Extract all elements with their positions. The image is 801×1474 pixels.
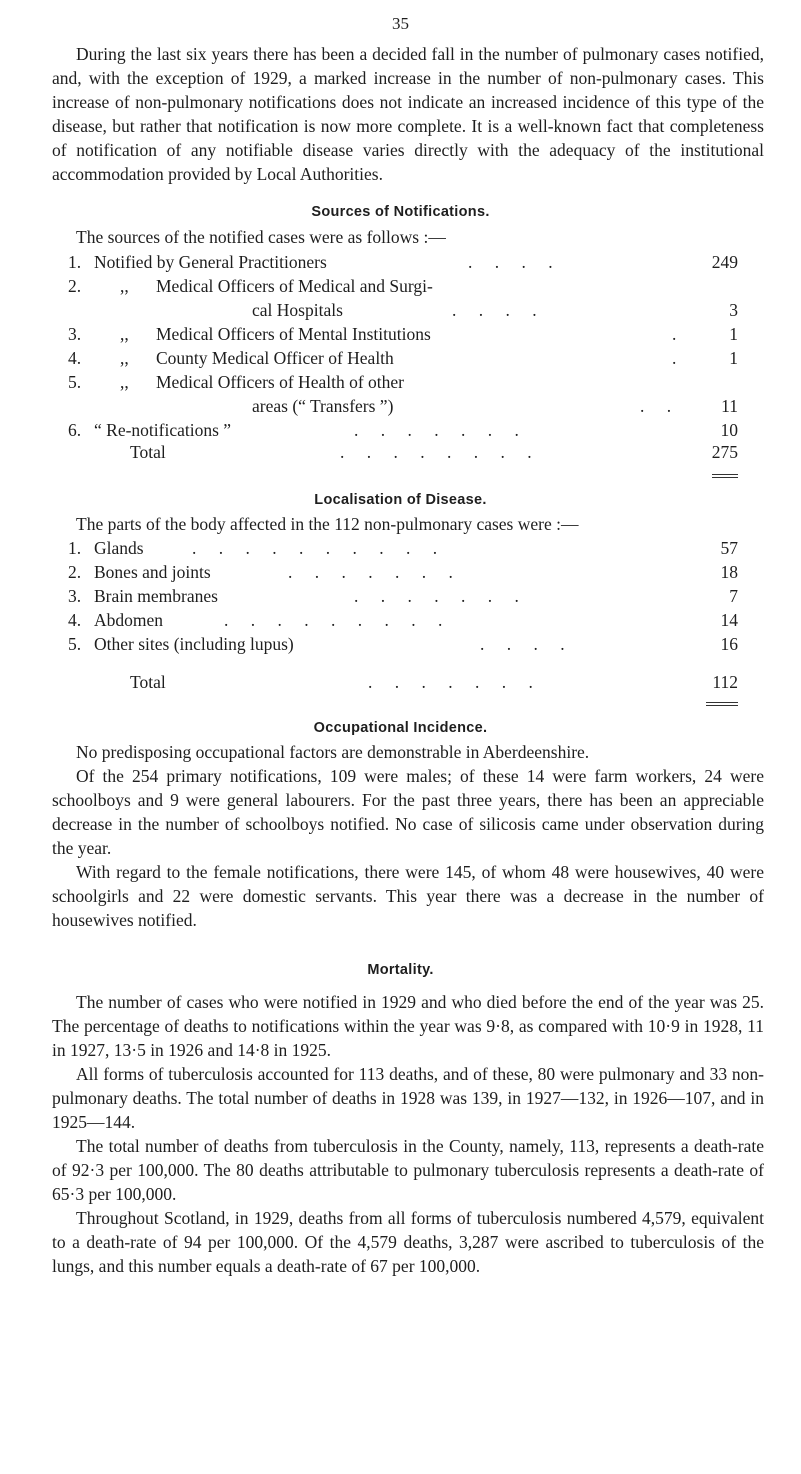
mortality-paragraph: The number of cases who were notified in 1929 and who died before the end of the year was 25. The percentage of deaths to notifications within the year was 9·8, as compared with 10·9 in 1928, 11 in 1927, 13·5 in 1926 and 14·8 in 1925. (52, 992, 764, 1060)
list-item-label: Bones and joints (94, 562, 211, 582)
sources-total-row: Total . . . . . . . . 275 (130, 442, 738, 462)
list-item: 6. “ Re-notifications ” . . . . . . . 10 (68, 420, 738, 440)
list-item-value: 249 (711, 252, 738, 272)
total-rule (706, 702, 738, 703)
list-item-label: Abdomen (94, 610, 164, 630)
page-number: 35 (392, 14, 409, 33)
occupational-heading: Occupational Incidence. (313, 720, 488, 736)
total-rule (712, 474, 738, 475)
list-item-value: 18 (720, 562, 738, 582)
list-item: 4. Abdomen . . . . . . . . . 14 (68, 610, 738, 630)
total-rule (706, 705, 738, 706)
list-item: 1. Notified by General Practitioners . . . . 249 (68, 252, 738, 272)
occupational-paragraph: No predisposing occupational factors are demonstrable in Aberdeenshire. (76, 742, 590, 762)
total-rule (712, 477, 738, 478)
sources-heading: Sources of Notifications. (311, 204, 490, 220)
list-item: 1. Glands . . . . . . . . . . 57 (68, 538, 738, 558)
total-value: 275 (711, 442, 738, 462)
list-item-value: 7 (729, 586, 738, 606)
list-item-label: Other sites (including lupus) (94, 634, 294, 654)
sources-intro: The sources of the notified cases were as follows :— (76, 227, 446, 247)
occupational-paragraph: Of the 254 primary notifications, 109 were males; of these 14 were farm workers, 24 were schoolboys and 9 were general labourers. For the past three years, there has been an appreciable decrease in the number of schoolboys notified. No case of silicosis came under observation during the year. (52, 766, 764, 858)
list-item-label: “ Re-notifications ” (94, 420, 232, 440)
sources-list (68, 250, 738, 442)
list-item: 3. Brain membranes . . . . . . . 7 (68, 586, 738, 606)
total-value: 112 (712, 672, 738, 692)
list-item-label: Medical Officers of Health of other (156, 372, 404, 392)
total-label: Total (130, 442, 166, 462)
list-item-label: Brain membranes (94, 586, 218, 606)
list-item-continuation: areas (“ Transfers ”) . . 11 (252, 396, 738, 416)
list-item: 4. ,, County Medical Officer of Health . 1 (68, 348, 738, 368)
list-item-value: 1 (729, 348, 738, 368)
mortality-paragraph: All forms of tuberculosis accounted for 113 deaths, and of these, 80 were pulmonary and 33 non-pulmonary deaths. The total number of deaths in 1928 was 139, in 1927—132, in 1926—107, and in 1925—144. (52, 1064, 764, 1132)
localisation-total-row: Total . . . . . . . 112 (130, 672, 738, 692)
list-item: 3. ,, Medical Officers of Mental Institutions . 1 (68, 324, 738, 344)
occupational-paragraph: With regard to the female notifications, there were 145, of whom 48 were housewives, 40 were schoolgirls and 22 were domestic servants. This year there was a decrease in the number of housewives notified. (52, 862, 764, 930)
list-item-label: County Medical Officer of Health (156, 348, 394, 368)
mortality-paragraph: The total number of deaths from tuberculosis in the County, namely, 113, represents a death-rate of 92·3 per 100,000. The 80 deaths attributable to pulmonary tuberculosis represents a death-rate of 65·3 per 100,000. (52, 1136, 764, 1204)
list-item-value: 3 (729, 300, 738, 320)
total-label: Total (130, 672, 166, 692)
localisation-intro: The parts of the body affected in the 112 non-pulmonary cases were :— (76, 514, 579, 534)
mortality-heading: Mortality. (367, 962, 434, 978)
list-item-label: Notified by General Practitioners (94, 252, 327, 272)
mortality-paragraph: Throughout Scotland, in 1929, deaths from all forms of tuberculosis numbered 4,579, equivalent to a death-rate of 94 per 100,000. Of the 4,579 deaths, 3,287 were ascribed to tuberculosis of the lungs, and this number equals a death-rate of 67 per 100,000. (52, 1208, 764, 1276)
list-item-value: 10 (720, 420, 738, 440)
list-item-value: 11 (721, 396, 738, 416)
list-item: 5. ,, Medical Officers of Health of other (68, 372, 404, 392)
list-item: 5. Other sites (including lupus) . . . . 16 (68, 634, 738, 654)
list-item-label: Medical Officers of Medical and Surgi- (156, 276, 433, 296)
list-item-continuation: cal Hospitals . . . . 3 (252, 300, 738, 320)
list-item-label: Glands (94, 538, 144, 558)
localisation-heading: Localisation of Disease. (314, 492, 487, 508)
list-item-label: Medical Officers of Mental Institutions (156, 324, 431, 344)
list-item: 2. ,, Medical Officers of Medical and Surgi- (68, 276, 433, 296)
list-item-value: 1 (729, 324, 738, 344)
localisation-list (68, 536, 738, 656)
intro-paragraph: During the last six years there has been a decided fall in the number of pulmonary cases notified, and, with the exception of 1929, a marked increase in the number of non-pulmonary cases. This increase of non-pulmonary notifications does not indicate an increased incidence of this type of the disease, but rather that notification is now more complete. It is a well-known fact that completeness of notification of any notifiable disease varies directly with the adequacy of the institutional accommodation provided by Local Authorities. (52, 44, 764, 184)
list-item-value: 14 (720, 610, 738, 630)
list-item-value: 16 (720, 634, 738, 654)
list-item-value: 57 (720, 538, 738, 558)
list-item: 2. Bones and joints . . . . . . . 18 (68, 562, 738, 582)
